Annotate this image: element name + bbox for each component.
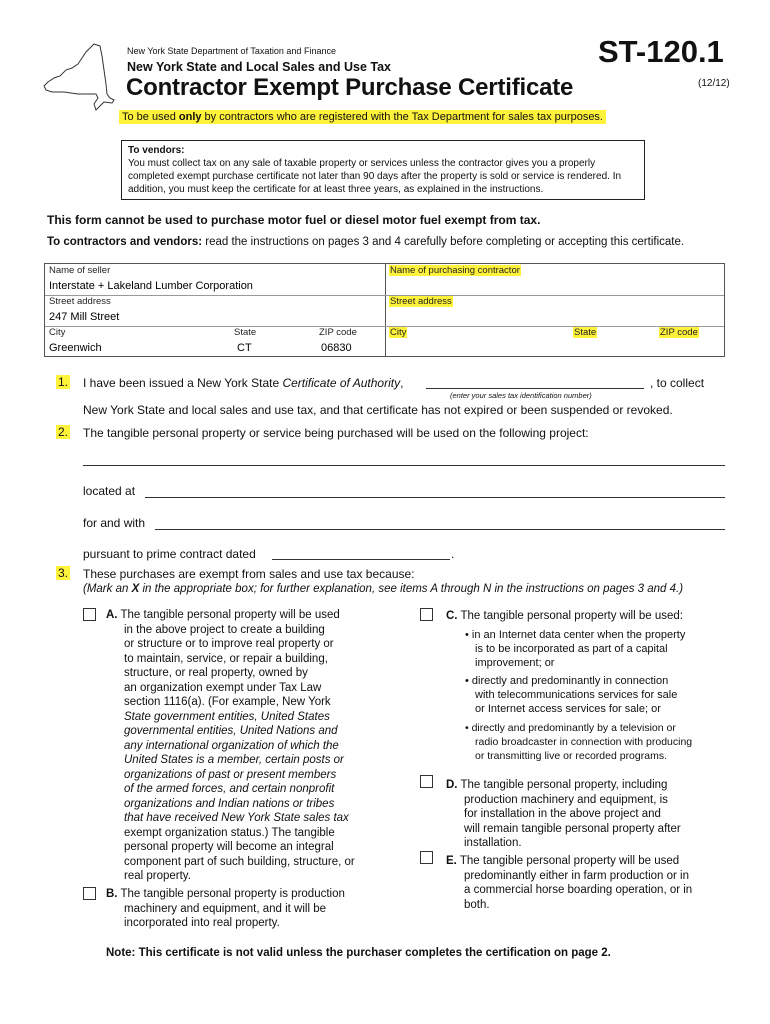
seller-zip-label: ZIP code <box>319 327 357 338</box>
contractor-state-label[interactable]: State <box>574 327 597 338</box>
option-d-checkbox[interactable] <box>420 775 433 788</box>
item-3-mark-instructions: (Mark an X in the appropriate box; for further explanation, see items A through N in the instructions on pages 3 and 4.) <box>83 583 684 595</box>
item-1-to-collect: , to collect <box>650 376 705 390</box>
form-title: Contractor Exempt Purchase Certificate <box>126 74 574 101</box>
option-c-bullet-2: • directly and predominantly in connection with telecommunications services for sale or Internet access services for sale; or <box>465 675 678 715</box>
sales-tax-id-field[interactable] <box>426 388 644 389</box>
contractor-name-label[interactable]: Name of purchasing contractor <box>390 265 520 276</box>
option-b-text: B. The tangible personal property is production machinery and equipment, and it will be incorporated into real property. <box>106 888 345 929</box>
department-name: New York State Department of Taxation and Finance <box>127 46 336 56</box>
seller-city-label: City <box>49 327 66 338</box>
seller-state-field[interactable]: CT <box>237 342 252 354</box>
pursuant-label: pursuant to prime contract dated <box>83 547 256 561</box>
option-c-text: C. The tangible personal property will be used: <box>446 610 683 622</box>
vendor-notice-heading: To vendors: <box>128 145 185 156</box>
seller-name-field[interactable]: Interstate + Lakeland Lumber Corporation <box>49 280 253 292</box>
vendor-notice-text: You must collect tax on any sale of taxable property or services unless the contractor gives you a properly completed exempt purchase certificate not later than 90 days after the property is sold or service is rendered. In addition, you must keep the certificate for at least three years, as explained in the instructions. <box>128 158 622 195</box>
option-a-checkbox[interactable] <box>83 608 96 621</box>
form-number: ST-120.1 <box>598 34 724 69</box>
item-3-text: These purchases are exempt from sales and use tax because: <box>83 567 415 581</box>
item-2-number: 2. <box>58 425 69 439</box>
located-at-field[interactable] <box>145 497 725 498</box>
instructions-line: To contractors and vendors: read the instructions on pages 3 and 4 carefully before completing or accepting this certificate. <box>47 236 685 248</box>
seller-city-field[interactable]: Greenwich <box>49 342 102 354</box>
project-description-field[interactable] <box>83 465 725 466</box>
contractor-zip-label[interactable]: ZIP code <box>660 327 698 338</box>
contractor-street-label[interactable]: Street address <box>390 296 452 307</box>
located-at-label: located at <box>83 484 136 498</box>
sales-tax-id-hint: (enter your sales tax identification number) <box>450 391 592 400</box>
option-a-text: A. The tangible personal property will be used in the above project to create a building or structure or to improve real property or to maintain, service, or repair a building, structure, or real property, owned by an organization exempt under Tax Law section 1116(a). (For example, New York State government entities, United States governmental entities, United Nations and any international organization of which the United States is a member, certain posts or organizations of past or present members of the armed forces, and certain nonprofit organizations and Indian nations or tribes that have received New York State sales tax exempt organization status.) The tangible personal property will become an integral component part of such building, structure, or real property. <box>106 609 355 882</box>
for-and-with-field[interactable] <box>155 529 725 530</box>
form-revision: (12/12) <box>698 78 730 89</box>
new-york-state-outline-icon <box>38 42 118 114</box>
pursuant-period: . <box>451 547 455 561</box>
seller-street-field[interactable]: 247 Mill Street <box>49 311 120 323</box>
seller-name-label: Name of seller <box>49 265 111 276</box>
item-2-text: The tangible personal property or service being purchased will be used on the following project: <box>83 426 589 440</box>
option-d-text: D. The tangible personal property, including production machinery and equipment, is for installation in the above project and will remain tangible personal property after installation. <box>446 779 681 849</box>
certification-note: Note: This certificate is not valid unless the purchaser completes the certification on page 2. <box>106 947 611 959</box>
option-c-bullet-1: • in an Internet data center when the property is to be incorporated as part of a capital improvement; or <box>465 629 686 669</box>
item-1-line-2: New York State and local sales and use tax, and that certificate has not expired or been suspended or revoked. <box>83 403 673 417</box>
seller-zip-field[interactable]: 06830 <box>321 342 352 354</box>
option-e-checkbox[interactable] <box>420 851 433 864</box>
contractor-only-notice: To be used only by contractors who are registered with the Tax Department for sales tax purposes. <box>119 110 606 124</box>
for-and-with-label: for and with <box>83 516 146 530</box>
motor-fuel-warning: This form cannot be used to purchase motor fuel or diesel motor fuel exempt from tax. <box>47 213 541 227</box>
vendor-notice-box <box>121 140 645 200</box>
contractor-city-label[interactable]: City <box>390 327 407 338</box>
option-c-checkbox[interactable] <box>420 608 433 621</box>
item-3-number: 3. <box>58 566 69 580</box>
contract-date-field[interactable] <box>272 559 450 560</box>
option-c-bullet-3: • directly and predominantly by a television or radio broadcaster in connection with producing or transmitting live or recorded programs. <box>465 722 693 762</box>
form-subtitle: New York State and Local Sales and Use Tax <box>127 60 391 74</box>
seller-contractor-grid <box>44 263 725 357</box>
option-e-text: E. The tangible personal property will be used predominantly either in farm production or in a commercial horse boarding operation, or in both. <box>446 855 693 911</box>
item-1-number: 1. <box>58 375 69 389</box>
option-b-checkbox[interactable] <box>83 887 96 900</box>
item-1-text: I have been issued a New York State Certificate of Authority, <box>83 376 404 390</box>
seller-state-label: State <box>234 327 257 338</box>
seller-street-label: Street address <box>49 296 111 307</box>
